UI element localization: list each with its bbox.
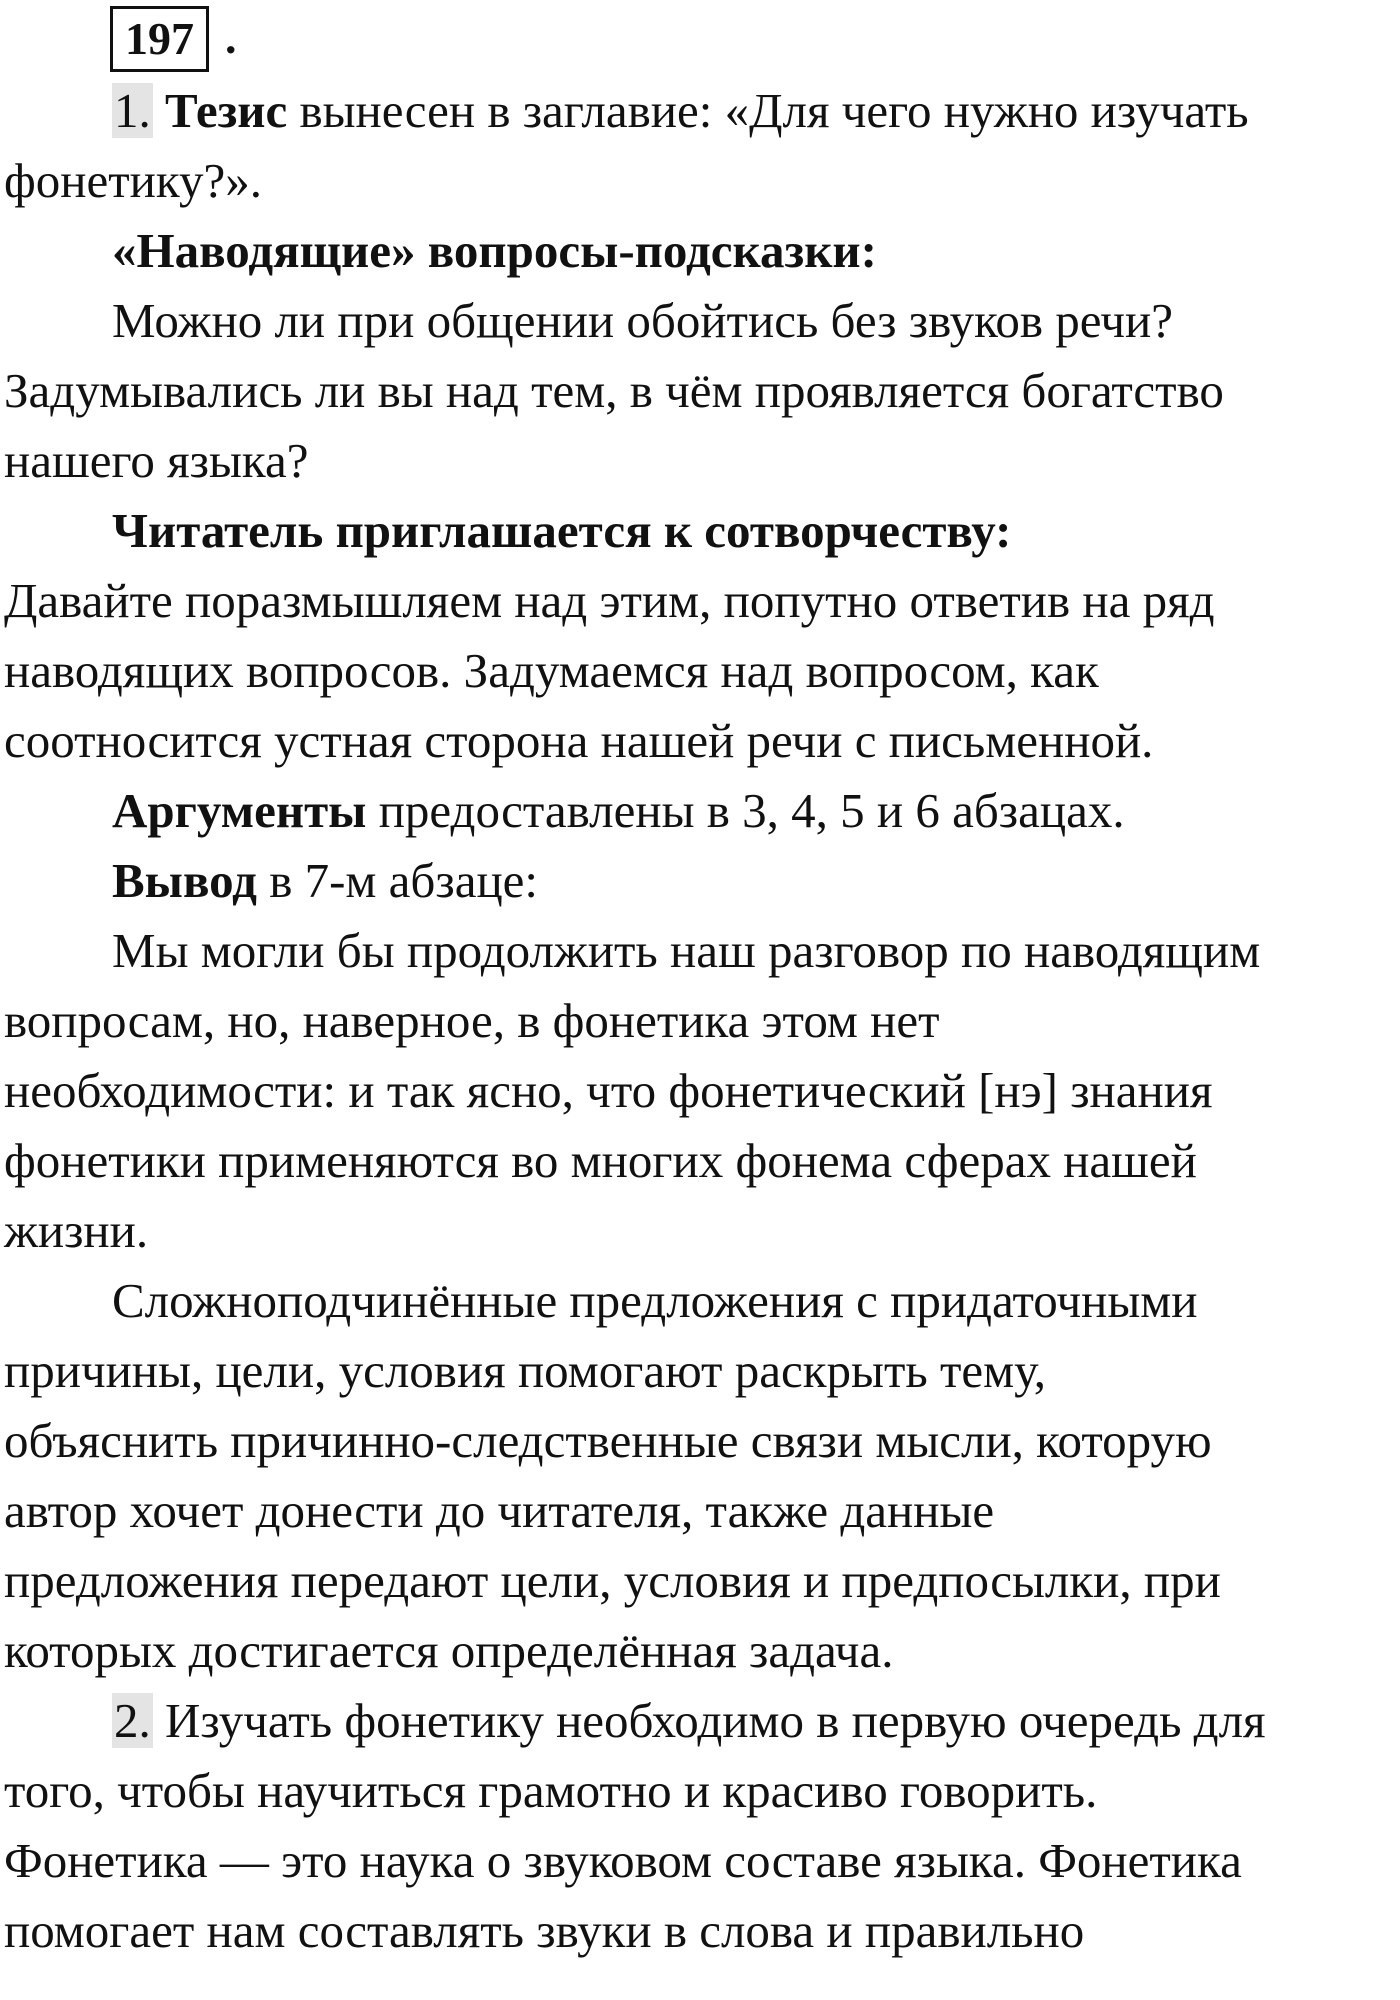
leading-questions-line-3: нашего языка? [4,433,309,488]
p2-line-4: помогает нам составлять звуки в слова и правильно [4,1903,1085,1958]
p2-line-2: того, чтобы научиться грамотно и красиво говорить. [4,1763,1098,1818]
exercise-number: 197 [110,6,209,72]
conclusion-text-line-1: Мы могли бы продолжить наш разговор по наводящим [112,923,1261,978]
complex-line-3: объяснить причинно-следственные связи мысли, которую [4,1413,1212,1468]
coauthor-heading: Читатель приглашается к сотворчеству: [112,503,1012,558]
p2-marker: 2. [114,1693,151,1748]
p1-line-1: 1. Тезис вынесен в заглавие: «Для чего нужно изучать [114,83,1249,138]
p1-line-2: фонетику?». [4,153,262,208]
conclusion-text-line-4: фонетики применяются во многих фонема сферах нашей [4,1133,1197,1188]
conclusion-text-line-3: необходимости: и так ясно, что фонетический [нэ] знания [4,1063,1213,1118]
coauthor-line-3: соотносится устная сторона нашей речи с письменной. [4,713,1154,768]
complex-line-6: которых достигается определённая задача. [4,1623,894,1678]
leading-questions-line-2: Задумывались ли вы над тем, в чём проявляется богатство [4,363,1224,418]
leading-questions-line-1: Можно ли при общении обойтись без звуков речи? [112,293,1173,348]
thesis-label: Тезис [165,83,288,138]
complex-line-5: предложения передают цели, условия и предпосылки, при [4,1553,1221,1608]
exercise-number-dot: . [225,12,237,63]
conclusion-text-line-2: вопросам, но, наверное, в фонетика этом нет [4,993,940,1048]
conclusion-line: Вывод в 7-м абзаце: [112,853,539,908]
p2-line-3: Фонетика — это наука о звуковом составе языка. Фонетика [4,1833,1242,1888]
complex-line-4: автор хочет донести до читателя, также данные [4,1483,995,1538]
arguments-line: Аргументы предоставлены в 3, 4, 5 и 6 абзацах. [112,783,1125,838]
complex-line-1: Сложноподчинённые предложения с придаточными [112,1273,1198,1328]
coauthor-line-2: наводящих вопросов. Задумаемся над вопросом, как [4,643,1099,698]
p1-marker: 1. [114,83,151,138]
leading-questions-heading: «Наводящие» вопросы-подсказки: [112,223,877,278]
p2-line-1: 2. Изучать фонетику необходимо в первую очередь для [114,1693,1266,1748]
complex-line-2: причины, цели, условия помогают раскрыть тему, [4,1343,1046,1398]
coauthor-line-1: Давайте поразмышляем над этим, попутно ответив на ряд [4,573,1215,628]
conclusion-text-line-5: жизни. [4,1203,149,1258]
